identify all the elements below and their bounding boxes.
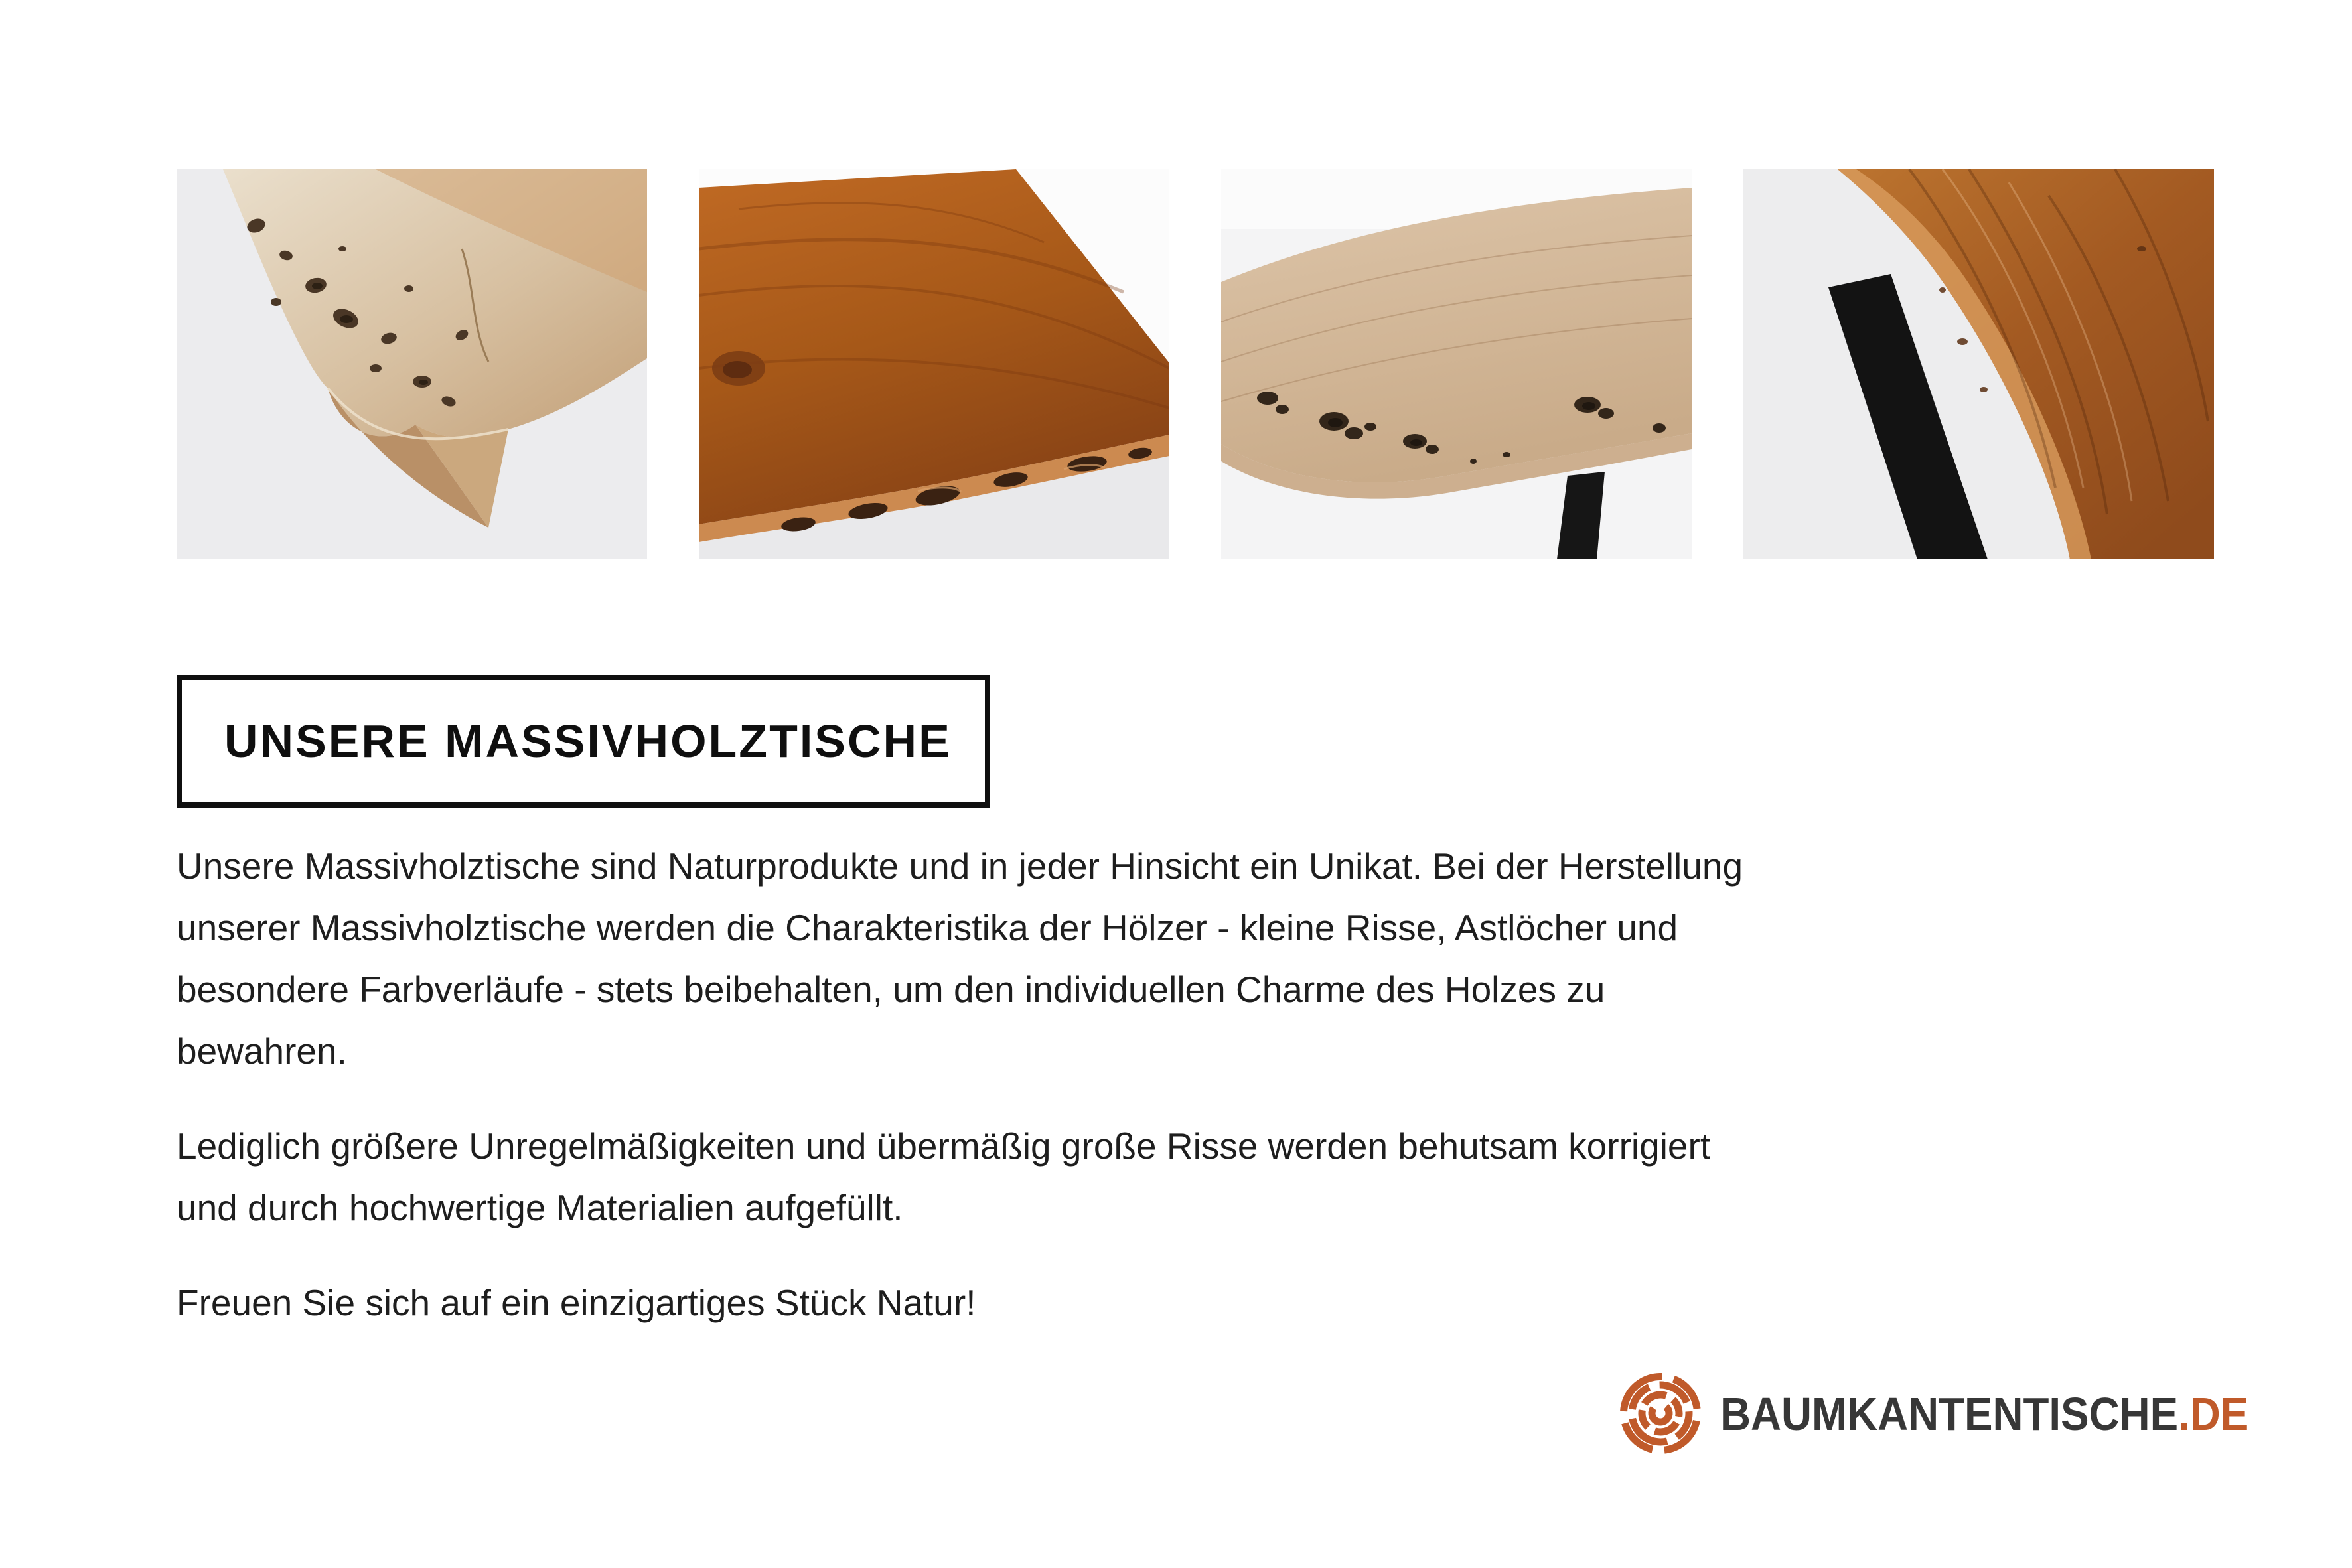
paragraph-3 [177, 1272, 1743, 1334]
paragraph-line: unserer Massivholztische werden die Charakteristika der Hölzer - kleine Risse, Astlöcher und [177, 907, 1678, 948]
photo-gallery [177, 169, 2214, 559]
paragraph-line: bewahren. [177, 1031, 347, 1072]
photo-table-corner-light-svg [177, 169, 647, 559]
photo-corner-with-angled-leg [1743, 169, 2214, 559]
brand-tld: .DE [2178, 1388, 2249, 1440]
paragraph-line: Lediglich größere Unregelmäßigkeiten und übermäßig große Risse werden behutsam korrigiert [177, 1125, 1711, 1167]
paragraph-line: besondere Farbverläufe - stets beibehalten, um den individuellen Charme des Holzes zu [177, 969, 1605, 1010]
paragraph-2 [177, 1115, 1743, 1239]
photo-acacia-slab-edge-svg [699, 169, 1169, 559]
section-heading-box [177, 675, 990, 808]
photo-table-corner-light [177, 169, 647, 559]
photo-acacia-slab-edge [699, 169, 1169, 559]
photo-light-top-with-leg-svg [1221, 169, 1692, 559]
paragraph-line: und durch hochwertige Materialien aufgefüllt. [177, 1187, 903, 1228]
paragraph-1 [177, 835, 1743, 1082]
photo-corner-with-angled-leg-svg [1743, 169, 2214, 559]
photo-light-top-with-leg [1221, 169, 1692, 559]
wood-rings-icon [1620, 1373, 1701, 1454]
paragraph-line: Unsere Massivholztische sind Naturprodukte und in jeder Hinsicht ein Unikat. Bei der Herstellung [177, 845, 1743, 887]
body-copy [177, 835, 1743, 1334]
brand-name: BAUMKANTENTISCHE [1720, 1388, 2179, 1440]
paragraph-line: Freuen Sie sich auf ein einzigartiges Stück Natur! [177, 1282, 976, 1323]
section-title: UNSERE MASSIVHOLZTISCHE [224, 715, 952, 767]
brand-wordmark [1720, 1375, 2248, 1453]
